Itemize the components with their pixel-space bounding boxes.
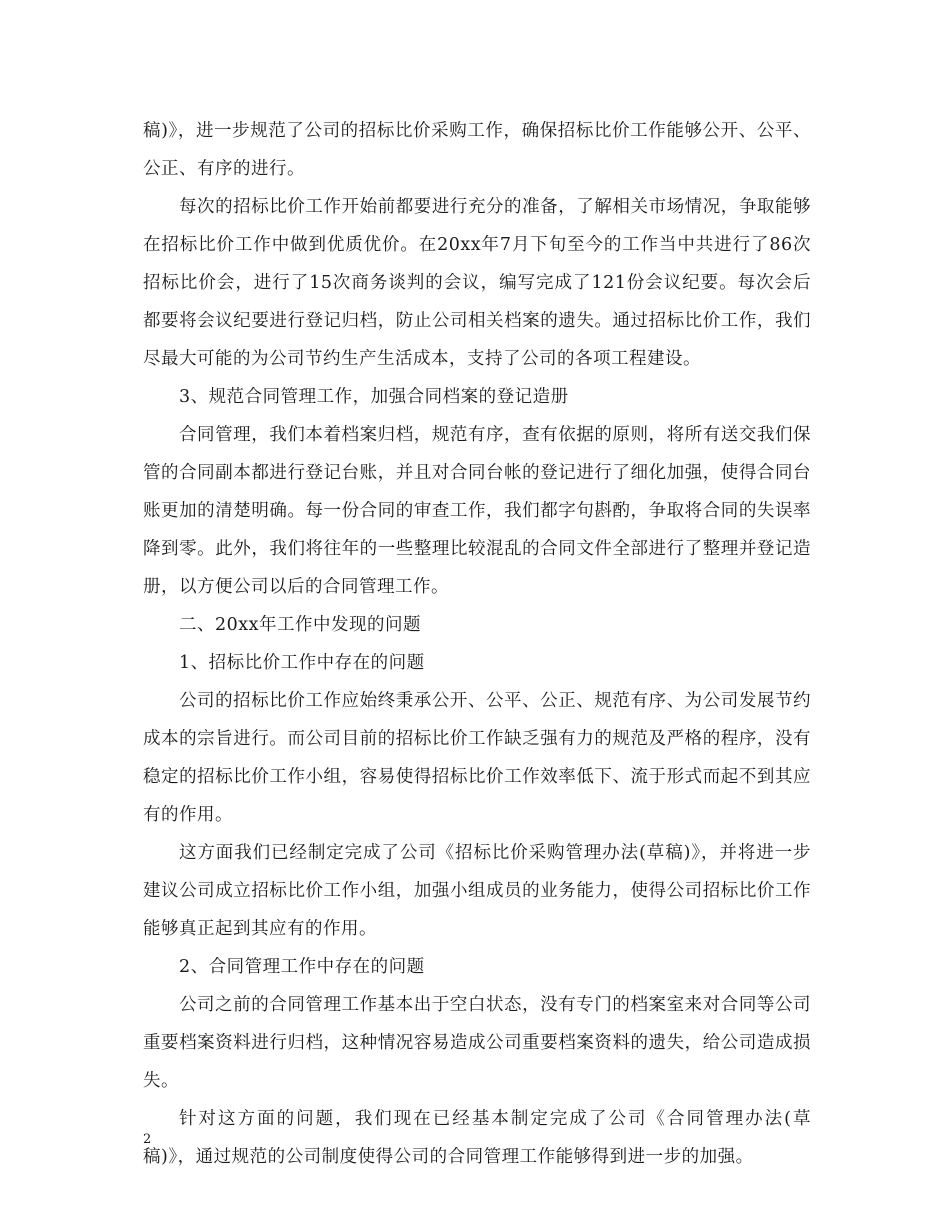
paragraph-bidding-solution: 这方面我们已经制定完成了公司《招标比价采购管理办法(草稿)》，并将进一步建议公司成立招标比价工作小组，加强小组成员的业务能力，使得公司招标比价工作能够真正起到其应有的作用。 (143, 843, 811, 939)
section-heading-problems: 二、20xx年工作中发现的问题 (179, 615, 422, 635)
subsection-heading-contract-problems: 2、合同管理工作中存在的问题 (179, 957, 425, 977)
paragraph-continuation: 稿)》，进一步规范了公司的招标比价采购工作，确保招标比价工作能够公开、公平、公正、有序的进行。 (143, 121, 811, 179)
section-heading-contract-management: 3、规范合同管理工作，加强合同档案的登记造册 (179, 387, 569, 407)
paragraph-bidding-problems: 公司的招标比价工作应始终秉承公开、公平、公正、规范有序、为公司发展节约成本的宗旨进行。而公司目前的招标比价工作缺乏强有力的规范及严格的程序，没有稳定的招标比价工作小组，容易使得招标比价工作效率低下、流于形式而起不到其应有的作用。 (143, 691, 811, 825)
paragraph-contract-problems: 公司之前的合同管理工作基本出于空白状态，没有专门的档案室来对合同等公司重要档案资料进行归档，这种情况容易造成公司重要档案资料的遗失，给公司造成损失。 (143, 995, 811, 1091)
paragraph-bidding-preparation: 每次的招标比价工作开始前都要进行充分的准备，了解相关市场情况，争取能够在招标比价工作中做到优质优价。在20xx年7月下旬至今的工作当中共进行了86次招标比价会，进行了15次商务谈判的会议，编写完成了121份会议纪要。每次会后都要将会议纪要进行登记归档，防止公司相关档案的遗失。通过招标比价工作，我们尽最大可能的为公司节约生产生活成本，支持了公司的各项工程建设。 (143, 197, 811, 369)
paragraph-contract-solution: 针对这方面的问题，我们现在已经基本制定完成了公司《合同管理办法(草稿)》，通过规范的公司制度使得公司的合同管理工作能够得到进一步的加强。 (143, 1109, 811, 1167)
subsection-heading-bidding-problems: 1、招标比价工作中存在的问题 (179, 653, 425, 673)
paragraph-contract-management: 合同管理，我们本着档案归档，规范有序，查有依据的原则，将所有送交我们保管的合同副本都进行登记台账，并且对合同台帐的登记进行了细化加强，使得合同台账更加的清楚明确。每一份合同的审查工作，我们都字句斟酌，争取将合同的失误率降到零。此外，我们将往年的一些整理比较混乱的合同文件全部进行了整理并登记造册，以方便公司以后的合同管理工作。 (143, 425, 811, 597)
page-number: 2 (143, 1132, 152, 1147)
document-body (143, 112, 811, 1176)
